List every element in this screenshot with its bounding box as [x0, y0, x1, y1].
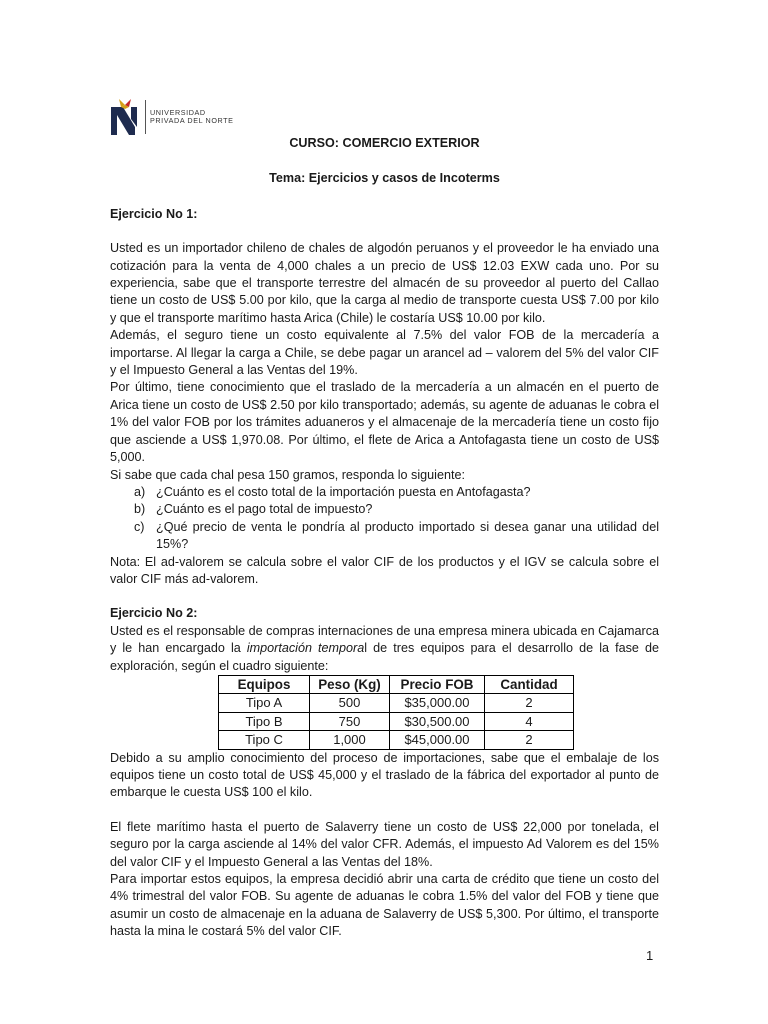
question-item: [134, 484, 659, 501]
table-cell: 500: [310, 694, 390, 712]
question-label: b): [134, 502, 146, 517]
table-cell: 4: [485, 712, 574, 730]
exercise-1-paragraph-2: Además, el seguro tiene un costo equivalente al 7.5% del valor FOB de la mercadería a importarse. Al llegar la carga a Chile, se debe pagar un arancel ad – valorem del 5% del valor CIF y el Impuesto General a las Ventas del 19%.: [110, 328, 659, 378]
table-cell: 2: [485, 694, 574, 712]
exercise-1-questions: [110, 484, 659, 554]
exercise-1-note: Nota: El ad-valorem se calcula sobre el valor CIF de los productos y el IGV se calcula sobre el valor CIF más ad-valorem.: [110, 554, 659, 586]
table-row: [219, 731, 574, 749]
question-text: ¿Cuánto es el pago total de impuesto?: [156, 502, 373, 517]
question-item: [134, 501, 659, 518]
exercise-2-intro-a: Usted es el responsable de compras internaciones de una empresa minera ubicada en Cajamarca y le han encargado la: [110, 623, 659, 656]
exercise-2-title: Ejercicio No 2:: [110, 606, 198, 621]
course-title: CURSO: COMERCIO EXTERIOR: [289, 136, 480, 150]
table-cell: 2: [485, 731, 574, 749]
table-cell: $35,000.00: [390, 694, 485, 712]
table-cell: Tipo C: [219, 731, 310, 749]
table-cell: 1,000: [310, 731, 390, 749]
exercise-2-paragraph-2: El flete marítimo hasta el puerto de Salaverry tiene un costo de US$ 22,000 por tonelada, el seguro por la carga asciende al 14% del valor CFR. Además, el impuesto Ad Valorem es del 15% del valor CIF y el Impuesto General a las Ventas del 18%.: [110, 819, 659, 869]
column-header: Peso (Kg): [310, 675, 390, 693]
table-row: [219, 694, 574, 712]
logo-divider: [145, 100, 146, 134]
table-cell: $45,000.00: [390, 731, 485, 749]
page-number: 1: [646, 948, 654, 963]
question-label: a): [134, 484, 146, 499]
document-content: [110, 131, 659, 941]
exercise-2-intro-emphasis: importación tempora: [246, 641, 365, 656]
equipment-table: [218, 675, 574, 750]
exercise-2-paragraph-3: Para importar estos equipos, la empresa decidió abrir una carta de crédito que tiene un costo del 4% trimestral del valor FOB. Su agente de aduanas le cobra 1.5% del valor del FOB y tiene que asumir un costo de almacenaje en la aduana de Salaverry de US$ 5,300. Por último, el transporte hasta la mina le costará 5% del valor CIF.: [110, 872, 659, 939]
table-cell: Tipo A: [219, 694, 310, 712]
table-cell: $30,500.00: [390, 712, 485, 730]
table-cell: 750: [310, 712, 390, 730]
question-item: [134, 519, 659, 554]
exercise-2-paragraph-1: Debido a su amplio conocimiento del proceso de importaciones, sabe que el embalaje de los equipos tiene un costo total de US$ 45,000 y el traslado de la fábrica del exportador al punto de embarque le cuesta US$ 100 el kilo.: [110, 750, 659, 800]
table-header-row: [219, 675, 574, 693]
question-label: c): [134, 519, 145, 534]
exercise-1-paragraph-1: Usted es un importador chileno de chales de algodón peruanos y el proveedor le ha enviado una cotización para la venta de 4,000 chales a un precio de US$ 12.03 EXW cada uno. Por su experiencia, sabe que el transporte terrestre del almacén de su proveedor al puerto del Callao tiene un costo de US$ 5.00 por kilo, que la carga al medio de transporte cuesta US$ 7.00 por kilo y que el transporte marítimo hasta Arica (Chile) le costaría US$ 10.00 por kilo.: [110, 241, 659, 325]
table-row: [219, 712, 574, 730]
logo-text: [150, 109, 234, 125]
exercise-1-title: Ejercicio No 1:: [110, 206, 198, 221]
question-text: ¿Cuánto es el costo total de la importación puesta en Antofagasta?: [156, 484, 531, 499]
topic-title: Tema: Ejercicios y casos de Incoterms: [269, 171, 500, 186]
logo-line-2: PRIVADA DEL NORTE: [150, 116, 234, 125]
exercise-1-paragraph-4: Si sabe que cada chal pesa 150 gramos, responda lo siguiente:: [110, 467, 465, 482]
column-header: Cantidad: [485, 675, 574, 693]
column-header: Precio FOB: [390, 675, 485, 693]
logo-line-1: UNIVERSIDAD: [150, 108, 206, 117]
exercise-1-paragraph-3: Por último, tiene conocimiento que el traslado de la mercadería a un almacén en el puerto de Arica tiene un costo de US$ 2.50 por kilo transportado; además, su agente de aduanas le cobra el 1% del valor FOB por los trámites aduaneros y el almacenaje de la mercadería tiene un costo fijo que asciende a US$ 1,970.08. Por último, el flete de Arica a Antofagasta tiene un costo de US$ 5,000.: [110, 380, 659, 465]
exercise-2-intro: [110, 623, 659, 675]
question-text: ¿Qué precio de venta le pondría al producto importado si desea ganar una utilidad del 15%?: [156, 519, 659, 552]
table-cell: Tipo B: [219, 712, 310, 730]
column-header: Equipos: [219, 675, 310, 693]
exercise-2-intro-b: l de tres equipos para el desarrollo de la fase de exploración, según el cuadro siguiente:: [110, 641, 659, 673]
